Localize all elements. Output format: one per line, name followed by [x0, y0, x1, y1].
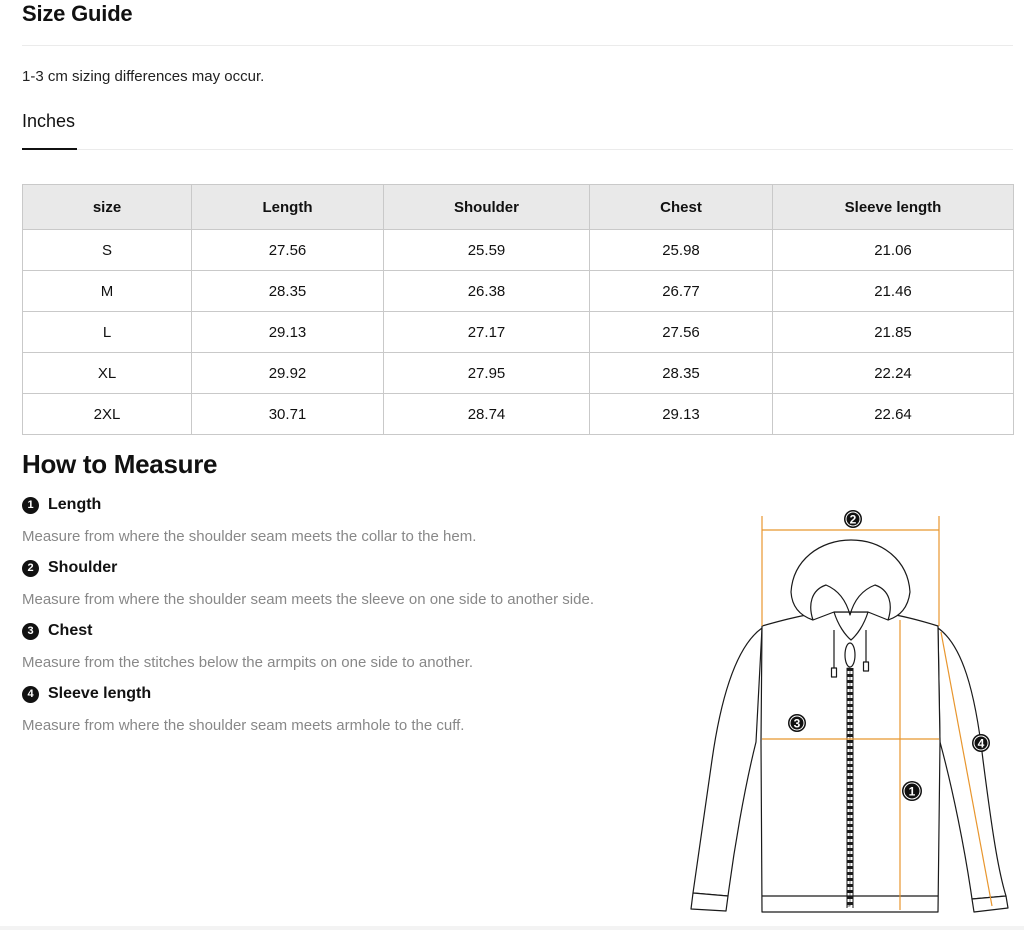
column-header-shoulder: Shoulder — [384, 185, 590, 230]
step-description: Measure from where the shoulder seam meets armhole to the cuff. — [22, 717, 465, 734]
table-cell: 29.13 — [590, 394, 773, 435]
column-header-chest: Chest — [590, 185, 773, 230]
table-cell: 26.38 — [384, 271, 590, 312]
table-cell: 28.74 — [384, 394, 590, 435]
measure-marker-1 — [902, 781, 922, 801]
table-cell: 21.85 — [773, 312, 1014, 353]
step-number-badge: 2 — [22, 560, 39, 577]
table-cell: 26.77 — [590, 271, 773, 312]
table-cell: M — [23, 271, 192, 312]
table-cell: 22.64 — [773, 394, 1014, 435]
table-cell: 22.24 — [773, 353, 1014, 394]
table-cell: 21.46 — [773, 271, 1014, 312]
table-cell: 30.71 — [192, 394, 384, 435]
table-cell: 28.35 — [590, 353, 773, 394]
table-cell: 2XL — [23, 394, 192, 435]
table-cell: L — [23, 312, 192, 353]
table-cell: XL — [23, 353, 192, 394]
step-number-badge: 1 — [22, 497, 39, 514]
step-label: Shoulder — [48, 559, 118, 576]
step-label: Length — [48, 496, 102, 513]
page-title: Size Guide — [22, 1, 133, 26]
step-number-badge: 4 — [22, 686, 39, 703]
column-header-length: Length — [192, 185, 384, 230]
table-cell: 28.35 — [192, 271, 384, 312]
column-header-size: size — [23, 185, 192, 230]
svg-text:2: 2 — [849, 512, 857, 527]
table-cell: 27.56 — [590, 312, 773, 353]
step-label: Chest — [48, 622, 93, 639]
measure-marker-2 — [844, 510, 862, 528]
how-to-measure-title: How to Measure — [22, 449, 218, 479]
table-cell: 29.92 — [192, 353, 384, 394]
table-cell: 21.06 — [773, 230, 1014, 271]
table-cell: 25.98 — [590, 230, 773, 271]
step-description: Measure from where the shoulder seam meets the sleeve on one side to another side. — [22, 591, 594, 608]
svg-text:1: 1 — [908, 784, 916, 799]
table-cell: 29.13 — [192, 312, 384, 353]
table-cell: 27.95 — [384, 353, 590, 394]
column-header-sleeve-length: Sleeve length — [773, 185, 1014, 230]
svg-text:4: 4 — [977, 736, 985, 751]
bottom-border — [0, 926, 1024, 930]
svg-text:3: 3 — [793, 716, 801, 731]
table-cell: 25.59 — [384, 230, 590, 271]
measure-marker-3 — [788, 714, 806, 732]
step-label: Sleeve length — [48, 685, 152, 702]
tab-inches[interactable]: Inches — [22, 111, 76, 131]
sizing-note: 1-3 cm sizing differences may occur. — [22, 68, 265, 85]
step-number-badge: 3 — [22, 623, 39, 640]
table-cell: 27.17 — [384, 312, 590, 353]
measure-marker-4 — [972, 734, 990, 752]
table-cell: 27.56 — [192, 230, 384, 271]
step-description: Measure from the stitches below the armpits on one side to another. — [22, 654, 474, 671]
step-description: Measure from where the shoulder seam meets the collar to the hem. — [22, 528, 477, 545]
table-cell: S — [23, 230, 192, 271]
